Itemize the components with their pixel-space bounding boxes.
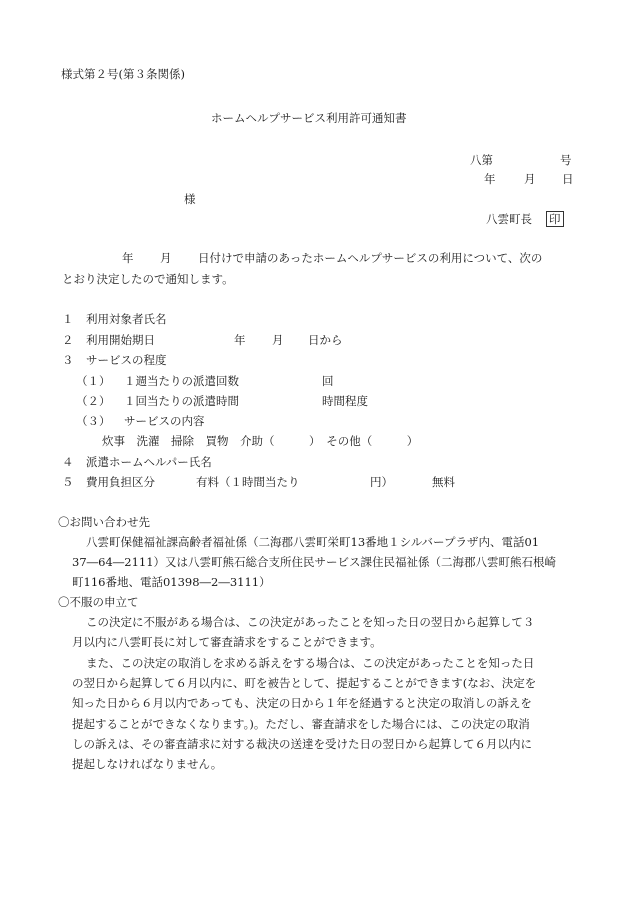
date-day: 日 xyxy=(562,172,574,186)
sub3-number: （３） xyxy=(76,414,111,428)
item5-label: 費用負担区分 xyxy=(86,475,155,489)
item5-free: 無料 xyxy=(432,475,455,489)
intro-line2: とおり決定したので通知します。 xyxy=(62,272,234,286)
issuer xyxy=(486,211,564,227)
item2-year: 年 xyxy=(234,333,246,347)
intro-text: 日付けで申請のあったホームヘルプサービスの利用について、次の xyxy=(198,251,543,265)
service-types: 炊事 洗濯 掃除 買物 介助（ ） その他（ ） xyxy=(102,434,419,448)
item3-label: サービスの程度 xyxy=(86,353,167,367)
item3-number: ３ xyxy=(62,353,74,367)
item4-number: ４ xyxy=(62,455,74,469)
sub2-unit: 時間程度 xyxy=(322,394,368,408)
intro-month: 月 xyxy=(160,251,172,265)
item1-label: 利用対象者氏名 xyxy=(86,312,167,326)
inquiry-line2: 37―64―2111）又は八雲町熊石総合支所住民サービス課住民福祉係（二海郡八雲町熊石根崎 xyxy=(72,555,557,569)
item5-paid: 有料（１時間当たり xyxy=(196,475,300,489)
inquiry-line3: 町116番地、電話01398―2―3111） xyxy=(72,575,271,589)
item2-from: 日から xyxy=(308,333,343,347)
addressee-suffix: 様 xyxy=(184,192,196,206)
appeal-p2-line2: の翌日から起算して６月以内に、町を被告として、提起することができます(なお、決定を xyxy=(72,676,537,690)
sub1-unit: 回 xyxy=(322,374,334,388)
appeal-p1-line1: この決定に不服がある場合は、この決定があったことを知った日の翌日から起算して３ xyxy=(86,615,535,629)
item5-number: ５ xyxy=(62,475,74,489)
appeal-p2-line1: また、この決定の取消しを求める訴えをする場合は、この決定があったことを知った日 xyxy=(86,656,535,670)
sub3-label: サービスの内容 xyxy=(124,414,205,428)
sub2-label: １回当たりの派遣時間 xyxy=(124,394,239,408)
appeal-p1-line2: 月以内に八雲町長に対して審査請求をすることができます。 xyxy=(72,635,382,649)
item1-number: １ xyxy=(62,312,74,326)
item2-month: 月 xyxy=(272,333,284,347)
form-label: 様式第２号(第３条関係) xyxy=(61,67,185,81)
item4-label: 派遣ホームヘルパー氏名 xyxy=(86,455,212,469)
appeal-heading: 〇不服の申立て xyxy=(58,595,139,609)
appeal-p2-line6: 提起しなければなりません。 xyxy=(72,757,223,771)
doc-number-prefix: 八第 xyxy=(470,153,493,167)
item2-number: ２ xyxy=(62,333,74,347)
item2-label: 利用開始期日 xyxy=(86,333,155,347)
appeal-p2-line3: 知った日から６月以内であっても、決定の日から１年を経過すると決定の取消しの訴えを xyxy=(72,696,532,710)
sub2-number: （２） xyxy=(76,394,111,408)
seal-mark: 印 xyxy=(546,211,564,227)
doc-number-suffix: 号 xyxy=(560,153,572,167)
item5-yen: 円） xyxy=(370,475,393,489)
inquiry-line1: 八雲町保健福祉課高齢者福祉係（二海郡八雲町栄町13番地１シルバープラザ内、電話01 xyxy=(86,535,540,549)
sub1-number: （１） xyxy=(76,374,111,388)
date-month: 月 xyxy=(524,172,536,186)
issuer-name: 八雲町長 xyxy=(486,212,532,226)
sub1-label: １週当たりの派遣回数 xyxy=(124,374,239,388)
date-year: 年 xyxy=(484,172,496,186)
inquiry-heading: 〇お問い合わせ先 xyxy=(58,515,150,529)
document-title: ホームヘルプサービス利用許可通知書 xyxy=(211,111,407,125)
intro-year: 年 xyxy=(122,251,134,265)
appeal-p2-line5: しの訴えは、その審査請求に対する裁決の送達を受けた日の翌日から起算して６月以内に xyxy=(72,737,532,751)
appeal-p2-line4: 提起することができなくなります。)。ただし、審査請求をした場合には、この決定の取消 xyxy=(72,717,530,731)
